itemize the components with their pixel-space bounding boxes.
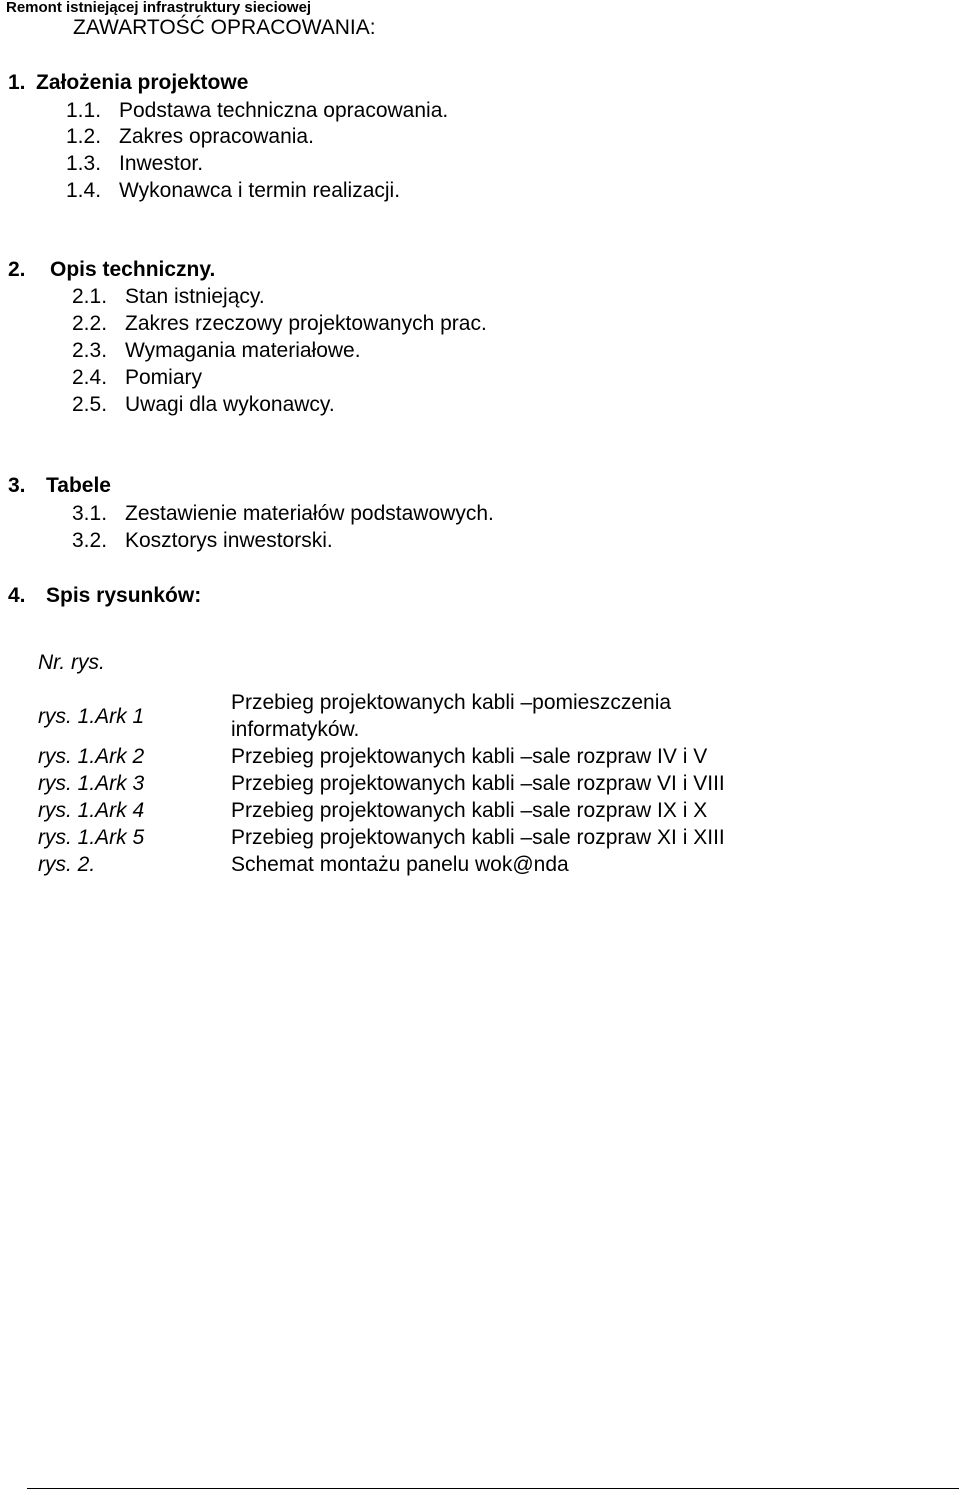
drawing-id: rys. 1.Ark 3 (38, 772, 145, 795)
toc-section-1 (8, 72, 408, 96)
toc-item-number: 1.1. (66, 99, 102, 122)
toc-item-1-4 (66, 180, 666, 204)
toc-item-title: Zestawienie materiałów podstawowych. (125, 502, 494, 525)
drawing-id: rys. 1.Ark 2 (38, 745, 145, 768)
toc-item-number: 2.4. (72, 366, 108, 389)
toc-item-2-4 (72, 367, 672, 391)
document-title: ZAWARTOŚĆ OPRACOWANIA: (73, 16, 376, 39)
toc-item-number: 1.2. (66, 125, 102, 148)
toc-section-number: 3. (8, 474, 26, 497)
toc-section-number: 4. (8, 584, 26, 607)
toc-item-title: Wykonawca i termin realizacji. (119, 179, 401, 202)
toc-item-number: 2.3. (72, 339, 108, 362)
toc-section-4 (8, 585, 408, 609)
drawing-id: rys. 2. (38, 853, 96, 876)
drawings-column-header: Nr. rys. (38, 651, 105, 674)
toc-item-number: 2.1. (72, 285, 108, 308)
toc-item-title: Kosztorys inwestorski. (125, 529, 333, 552)
toc-section-title: Założenia projektowe (36, 71, 249, 94)
toc-item-title: Stan istniejący. (125, 285, 265, 308)
toc-item-number: 3.1. (72, 502, 108, 525)
toc-section-number: 2. (8, 258, 26, 281)
drawing-description: Przebieg projektowanych kabli –sale rozpraw IV i V (231, 745, 708, 768)
toc-item-title: Zakres rzeczowy projektowanych prac. (125, 312, 487, 335)
toc-item-title: Pomiary (125, 366, 203, 389)
toc-item-title: Podstawa techniczna opracowania. (119, 99, 449, 122)
toc-item-2-3 (72, 340, 672, 364)
toc-item-title: Inwestor. (119, 152, 204, 175)
toc-item-2-1 (72, 286, 672, 310)
drawing-id: rys. 1.Ark 5 (38, 826, 145, 849)
toc-section-2 (8, 259, 408, 283)
toc-item-number: 1.4. (66, 179, 102, 202)
toc-item-number: 3.2. (72, 529, 108, 552)
toc-item-title: Zakres opracowania. (119, 125, 314, 148)
drawing-description: Przebieg projektowanych kabli –sale rozpraw IX i X (231, 799, 708, 822)
footer-rule (27, 1488, 959, 1489)
toc-item-1-1 (66, 100, 666, 124)
toc-section-title: Opis techniczny. (50, 258, 216, 281)
toc-item-number: 2.5. (72, 393, 108, 416)
drawing-id: rys. 1.Ark 1 (38, 705, 145, 728)
drawing-description: Przebieg projektowanych kabli –sale rozpraw VI i VIII (231, 772, 725, 795)
drawing-description: Przebieg projektowanych kabli –pomieszczenia (231, 691, 672, 714)
toc-item-3-2 (72, 530, 672, 554)
toc-item-1-2 (66, 126, 666, 150)
toc-item-number: 1.3. (66, 152, 102, 175)
running-header: Remont istniejącej infrastruktury sieciowej (6, 0, 312, 16)
toc-item-2-5 (72, 394, 672, 418)
toc-section-3 (8, 475, 408, 499)
toc-item-2-2 (72, 313, 672, 337)
toc-item-1-3 (66, 153, 666, 177)
toc-section-title: Spis rysunków: (46, 584, 202, 607)
toc-item-number: 2.2. (72, 312, 108, 335)
drawing-description-continued: informatyków. (231, 718, 360, 741)
toc-item-title: Uwagi dla wykonawcy. (125, 393, 335, 416)
toc-item-title: Wymagania materiałowe. (125, 339, 361, 362)
toc-item-3-1 (72, 503, 672, 527)
toc-section-title: Tabele (46, 474, 111, 497)
drawing-description: Przebieg projektowanych kabli –sale rozpraw XI i XIII (231, 826, 725, 849)
toc-section-number: 1. (8, 71, 26, 94)
drawing-id: rys. 1.Ark 4 (38, 799, 145, 822)
drawing-description: Schemat montażu panelu wok@nda (231, 853, 569, 876)
